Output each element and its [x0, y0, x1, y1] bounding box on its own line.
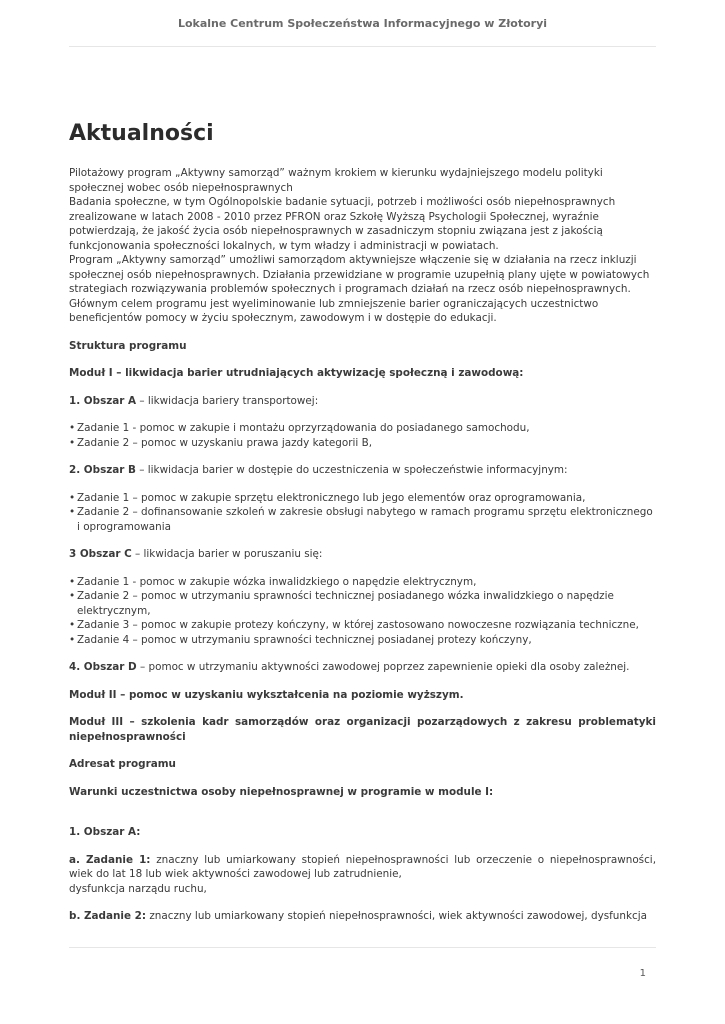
task-2-label: b. Zadanie 2: [69, 910, 147, 922]
area-b-text: – likwidacja barier w dostępie do uczestniczenia w społeczeństwie informacyjnym: [135, 464, 568, 476]
task-1-extra: dysfunkcja narządu ruchu, [69, 882, 207, 895]
conditions-heading: Warunki uczestnictwa osoby niepełnosprawnej w programie w module I: [69, 785, 494, 798]
intro-section [69, 166, 656, 326]
list-item: • Zadanie 2 – dofinansowanie szkoleń w zakresie obsługi nabytego w ramach programu sprzętu elektronicznego i oprogramowania [77, 505, 656, 534]
task-1-text: znaczny lub umiarkowany stopień niepełnosprawności lub orzeczenie o niepełnosprawności, wiek do lat 18 lub wiek aktywności zawodowej lub zatrudnienie, [69, 853, 656, 880]
structure-heading: Struktura programu [69, 339, 187, 352]
area-d-label: 4. Obszar D [69, 661, 137, 673]
intro-paragraph: Program „Aktywny samorząd” umożliwi samorządom aktywniejsze włączenie się w działania na rzecz inkluzji społecznej osób niepełnosprawnych. Działania przewidziane w programie uzupełnią plany ujęte w powiatowych strategiach rozwiązywania problemów społecznych i programach działań na rzecz osób niepełnosprawnych. [69, 254, 650, 295]
area-b-line [69, 463, 656, 478]
area-b-label: 2. Obszar B [69, 464, 136, 476]
page-header-title: Lokalne Centrum Społeczeństwa Informacyjnego w Złotoryi [177, 17, 548, 30]
intro-paragraph: Pilotażowy program „Aktywny samorząd” ważnym krokiem w kierunku wydajniejszego modelu polityki społecznej wobec osób niepełnosprawnych [69, 167, 603, 194]
task-1-label: a. Zadanie 1: [69, 853, 151, 866]
area-a-label: 1. Obszar A [69, 394, 137, 407]
list-item: • Zadanie 2 – pomoc w uzyskaniu prawa jazdy kategorii B, [77, 436, 656, 451]
page-number: 1 [639, 968, 646, 979]
page-title: Aktualności [69, 121, 214, 146]
area-a-line [69, 394, 656, 409]
area-a-task-list [69, 421, 656, 450]
task-2-conditions [69, 909, 656, 924]
area-c-line [69, 547, 656, 562]
area-c-task-list [69, 575, 656, 648]
task-1-conditions [69, 853, 656, 882]
list-item: • Zadanie 3 – pomoc w zakupie protezy kończyny, w której zastosowano nowoczesne rozwiązania techniczne, [77, 618, 656, 633]
header-divider [69, 46, 656, 47]
area-c-label: 3 Obszar C [69, 548, 132, 560]
area-b-task-list [69, 491, 656, 535]
area-a-text: – likwidacja bariery transportowej: [136, 394, 319, 407]
list-item: • Zadanie 4 – pomoc w utrzymaniu sprawności technicznej posiadanej protezy kończyny, [77, 633, 656, 648]
area-a-conditions-heading: 1. Obszar A: [69, 826, 141, 838]
module-2-heading: Moduł II – pomoc w uzyskaniu wykształcenia na poziomie wyższym. [69, 688, 464, 701]
module-1-heading: Moduł I – likwidacja barier utrudniających aktywizację społeczną i zawodową: [69, 367, 524, 379]
intro-paragraph: Głównym celem programu jest wyeliminowanie lub zmniejszenie barier ograniczających uczestnictwo beneficjentów pomocy w życiu społecznym, zawodowym i w dostępie do edukacji. [69, 297, 599, 324]
article [69, 120, 656, 924]
intro-paragraph: Badania społeczne, w tym Ogólnopolskie badanie sytuacji, potrzeb i możliwości osób niepełnosprawnych zrealizowane w latach 2008 - 2010 przez PFRON oraz Szkołę Wyższą Psychologii Społecznej, wyraźnie potwierdzają, że jakość życia osób niepełnosprawnych w zasadniczym stopniu związana jest z jakością funkcjonowania społeczności lokalnych, w tym władzy i administracji w powiatach. [69, 196, 616, 252]
list-item: • Zadanie 1 - pomoc w zakupie wózka inwalidzkiego o napędzie elektrycznym, [77, 575, 656, 590]
area-d-line [69, 660, 656, 675]
list-item: • Zadanie 1 - pomoc w zakupie i montażu oprzyrządowania do posiadanego samochodu, [77, 421, 656, 436]
area-c-text: – likwidacja barier w poruszaniu się: [131, 548, 323, 560]
list-item: • Zadanie 1 – pomoc w zakupie sprzętu elektronicznego lub jego elementów oraz oprogramowania, [77, 491, 656, 506]
module-3-heading: Moduł III – szkolenia kadr samorządów oraz organizacji pozarządowych z zakresu problematyki niepełnosprawności [69, 716, 656, 743]
addressee-heading: Adresat programu [69, 758, 176, 770]
footer-divider [69, 947, 656, 948]
list-item: • Zadanie 2 – pomoc w utrzymaniu sprawności technicznej posiadanego wózka inwalidzkiego o napędzie elektrycznym, [77, 589, 656, 618]
area-d-text: – pomoc w utrzymaniu aktywności zawodowej poprzez zapewnienie opieki dla osoby zależnej. [136, 661, 630, 673]
task-2-text: znaczny lub umiarkowany stopień niepełnosprawności, wiek aktywności zawodowej, dysfunkcja [146, 910, 647, 922]
